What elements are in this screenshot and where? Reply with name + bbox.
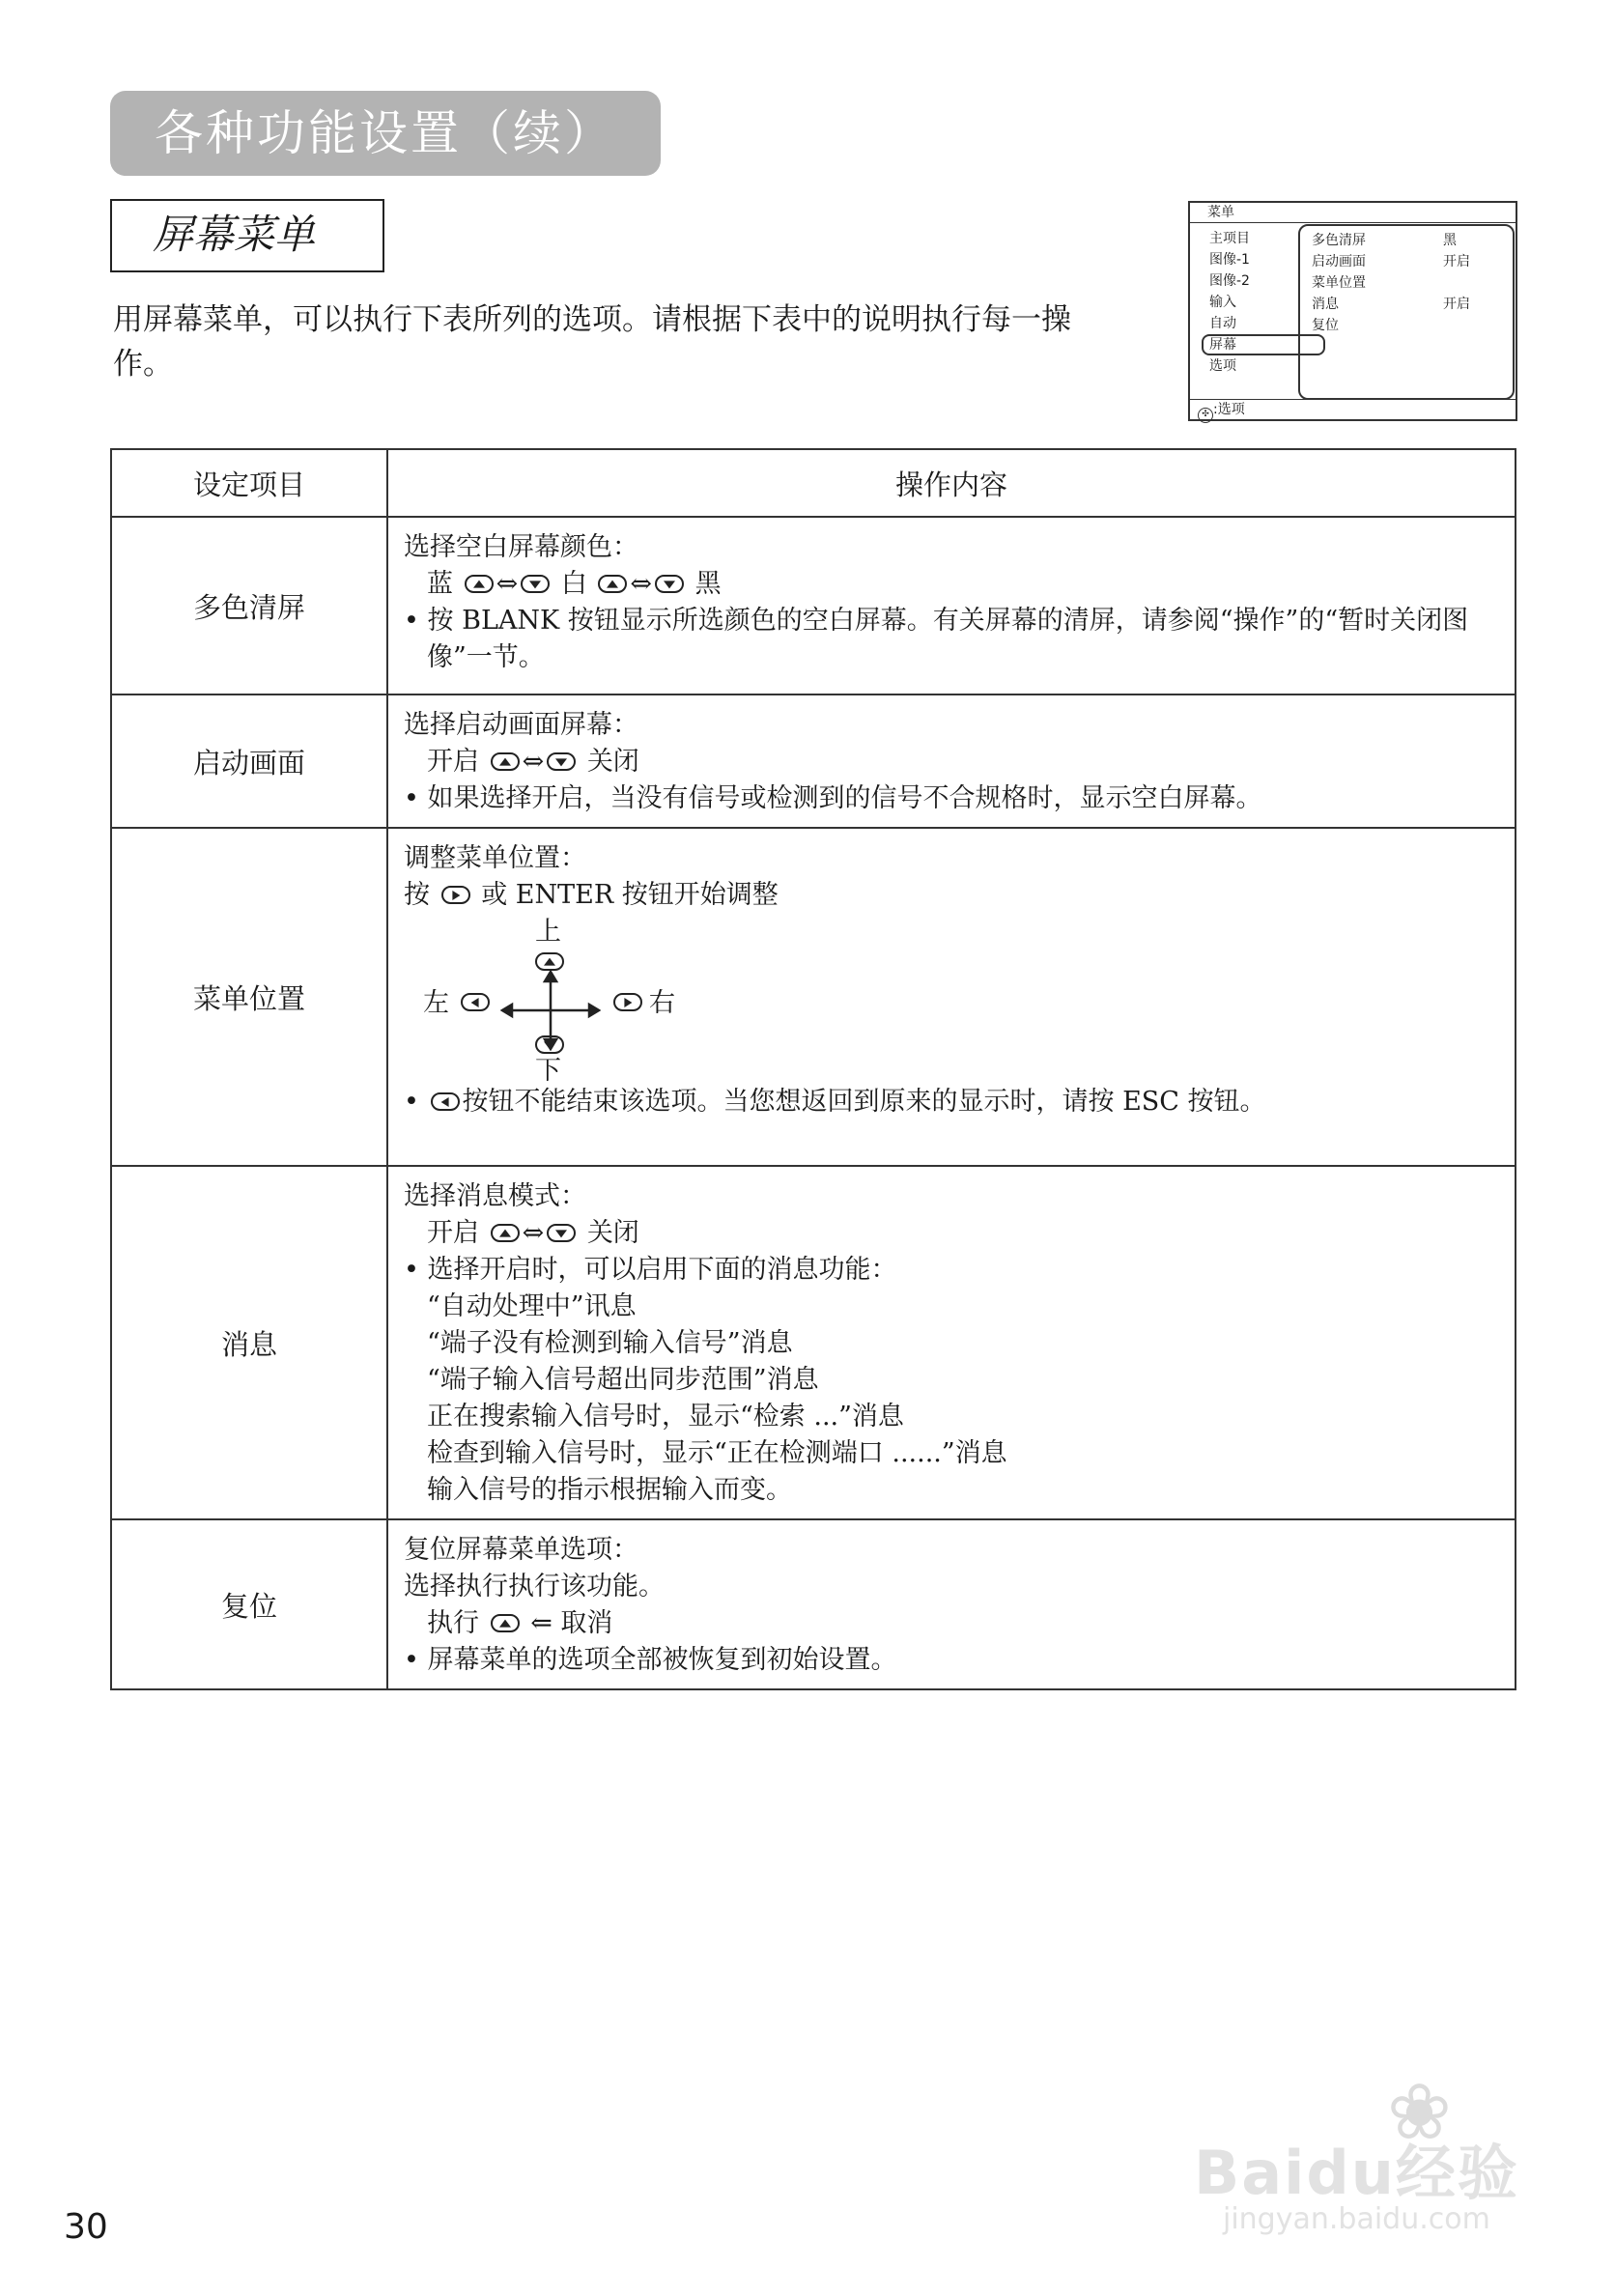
instruction-line: 选择执行执行该功能。 xyxy=(404,1572,665,1602)
up-button-icon xyxy=(465,575,494,593)
label-right: 右 xyxy=(649,988,675,1018)
down-button-icon xyxy=(521,575,550,593)
row-heading: 调整菜单位置： xyxy=(404,843,586,873)
label-left: 左 xyxy=(423,988,449,1018)
option-label: 关闭 xyxy=(586,747,639,777)
down-button-icon xyxy=(547,752,576,771)
header-item: 设定项目 xyxy=(111,449,387,517)
sub-item-label: 复位 xyxy=(1312,318,1339,333)
direction-diagram xyxy=(404,914,713,1084)
paw-logo-icon: ❀ xyxy=(1387,2067,1453,2157)
header-content: 操作内容 xyxy=(387,449,1516,517)
menu-footer xyxy=(1190,399,1516,419)
message-line: “端子输入信号超出同步范围”消息 xyxy=(427,1365,819,1395)
down-button-icon xyxy=(655,575,684,593)
menu-title: 菜单 xyxy=(1190,203,1516,223)
item-reset: 复位 xyxy=(111,1519,387,1689)
left-arrow: ⇐ xyxy=(530,1608,552,1638)
note-text: 按钮不能结束该选项。当您想返回到原来的显示时，请按 ESC 按钮。 xyxy=(462,1087,1266,1117)
down-button-icon xyxy=(535,1035,564,1054)
row-heading: 选择消息模式： xyxy=(404,1181,586,1211)
sub-item xyxy=(1312,315,1443,336)
sub-item-value: 开启 xyxy=(1443,254,1470,269)
down-button-icon xyxy=(547,1224,576,1242)
sub-item-value: 开启 xyxy=(1443,297,1470,312)
message-line: 检查到输入信号时，显示“正在检测端口 ......”消息 xyxy=(427,1438,1007,1468)
option-label: 白 xyxy=(560,569,587,599)
left-button-icon xyxy=(461,993,490,1011)
option-label: 取消 xyxy=(560,1608,613,1638)
up-button-icon xyxy=(491,1614,520,1632)
note: • 选择开启时，可以启用下面的消息功能： xyxy=(404,1255,897,1285)
sub-title: 屏幕菜单 xyxy=(110,199,384,272)
table-header-row xyxy=(111,449,1516,517)
row-heading: 选择空白屏幕颜色： xyxy=(404,532,638,562)
option-label: 蓝 xyxy=(427,569,453,599)
menu-item: 图像-2 xyxy=(1209,273,1250,289)
right-button-icon xyxy=(613,993,642,1011)
watermark-domain: jingyan.baidu.com xyxy=(1223,2202,1490,2236)
table-row xyxy=(111,1166,1516,1519)
note: • 按钮不能结束该选项。当您想返回到原来的显示时，请按 ESC 按钮。 xyxy=(404,1087,1266,1117)
option-label: 开启 xyxy=(427,747,479,777)
note: • 按 BLANK 按钮显示所选颜色的空白屏幕。有关屏幕的清屏，请参阅“操作”的“暂时关闭图像”一节。 xyxy=(404,606,1469,672)
right-button-icon xyxy=(441,886,470,904)
item-blank: 多色清屏 xyxy=(111,517,387,694)
item-start: 启动画面 xyxy=(111,694,387,828)
row-heading: 选择启动画面屏幕： xyxy=(404,710,638,740)
menu-footer-label: :选项 xyxy=(1213,402,1245,417)
sub-item xyxy=(1312,230,1457,251)
note-text: 如果选择开启，当没有信号或检测到的信号不合规格时，显示空白屏幕。 xyxy=(427,783,1262,813)
menu-item: 图像-1 xyxy=(1209,252,1250,268)
note: • 如果选择开启，当没有信号或检测到的信号不合规格时，显示空白屏幕。 xyxy=(404,783,1262,813)
menu-item: 主项目 xyxy=(1209,231,1250,246)
sub-item xyxy=(1312,272,1443,294)
up-button-icon xyxy=(491,1224,520,1242)
sub-item-label: 消息 xyxy=(1312,297,1339,312)
label-down: 下 xyxy=(535,1056,561,1086)
content-blank xyxy=(387,517,1516,694)
left-button-icon xyxy=(431,1092,460,1111)
sub-item xyxy=(1312,251,1470,272)
up-button-icon xyxy=(491,752,520,771)
content-start xyxy=(387,694,1516,828)
section-header: 各种功能设置（续） xyxy=(110,91,661,176)
message-line: “端子没有检测到输入信号”消息 xyxy=(427,1328,793,1358)
up-button-icon xyxy=(535,952,564,971)
page-number: 30 xyxy=(64,2207,108,2247)
swap-arrow: ⇔ xyxy=(496,569,519,599)
sub-item-label: 启动画面 xyxy=(1312,254,1366,269)
option-sequence xyxy=(404,1605,1499,1642)
table-row xyxy=(111,517,1516,694)
swap-arrow: ⇔ xyxy=(522,1218,545,1248)
message-line: 输入信号的指示根据输入而变。 xyxy=(427,1475,792,1505)
content-message xyxy=(387,1166,1516,1519)
item-message: 消息 xyxy=(111,1166,387,1519)
label-up: 上 xyxy=(535,917,561,947)
menu-item: 自动 xyxy=(1209,316,1236,331)
content-reset xyxy=(387,1519,1516,1689)
content-menu-pos xyxy=(387,828,1516,1166)
option-label: 开启 xyxy=(427,1218,479,1248)
instruction-text: 或 ENTER 按钮开始调整 xyxy=(481,880,779,910)
swap-arrow: ⇔ xyxy=(630,569,653,599)
item-menu-pos: 菜单位置 xyxy=(111,828,387,1166)
option-label: 黑 xyxy=(694,569,722,599)
option-sequence xyxy=(404,566,1499,603)
table-row xyxy=(111,828,1516,1166)
sub-item-value: 黑 xyxy=(1443,233,1457,248)
option-label: 执行 xyxy=(427,1608,479,1638)
sub-item xyxy=(1312,294,1470,315)
menu-item-selected: 屏幕 xyxy=(1202,334,1325,355)
menu-item: 输入 xyxy=(1209,295,1236,310)
menu-screenshot xyxy=(1188,201,1517,421)
menu-sub-panel xyxy=(1298,224,1515,400)
note-text: 屏幕菜单的选项全部被恢复到初始设置。 xyxy=(427,1645,897,1675)
settings-table xyxy=(110,448,1516,1690)
note-text: 按 BLANK 按钮显示所选颜色的空白屏幕。有关屏幕的清屏，请参阅“操作”的“暂时关闭图像”一节。 xyxy=(427,606,1469,672)
table-row xyxy=(111,694,1516,828)
instruction-text: 按 xyxy=(404,880,430,910)
option-label: 关闭 xyxy=(586,1218,639,1248)
row-heading: 复位屏幕菜单选项： xyxy=(404,1535,638,1565)
joystick-icon: ✣ xyxy=(1198,408,1213,423)
instruction-line xyxy=(404,877,1499,914)
message-line: 正在搜索输入信号时，显示“检索 ...”消息 xyxy=(427,1402,904,1431)
menu-item: 选项 xyxy=(1209,358,1236,374)
option-sequence xyxy=(404,1215,1499,1252)
up-button-icon xyxy=(598,575,627,593)
option-sequence xyxy=(404,744,1499,780)
note-text: 选择开启时，可以启用下面的消息功能： xyxy=(427,1255,897,1285)
message-line: “自动处理中”讯息 xyxy=(427,1291,637,1321)
table-row xyxy=(111,1519,1516,1689)
sub-item-label: 多色清屏 xyxy=(1312,233,1366,248)
intro-text: 用屏幕菜单，可以执行下表所列的选项。请根据下表中的说明执行每一操作。 xyxy=(113,302,1071,382)
sub-item-label: 菜单位置 xyxy=(1312,275,1366,291)
note: • 屏幕菜单的选项全部被恢复到初始设置。 xyxy=(404,1645,897,1675)
swap-arrow: ⇔ xyxy=(522,747,545,777)
watermark xyxy=(1194,2067,1561,2241)
watermark-brand: Baidu经验 xyxy=(1194,2138,1519,2208)
